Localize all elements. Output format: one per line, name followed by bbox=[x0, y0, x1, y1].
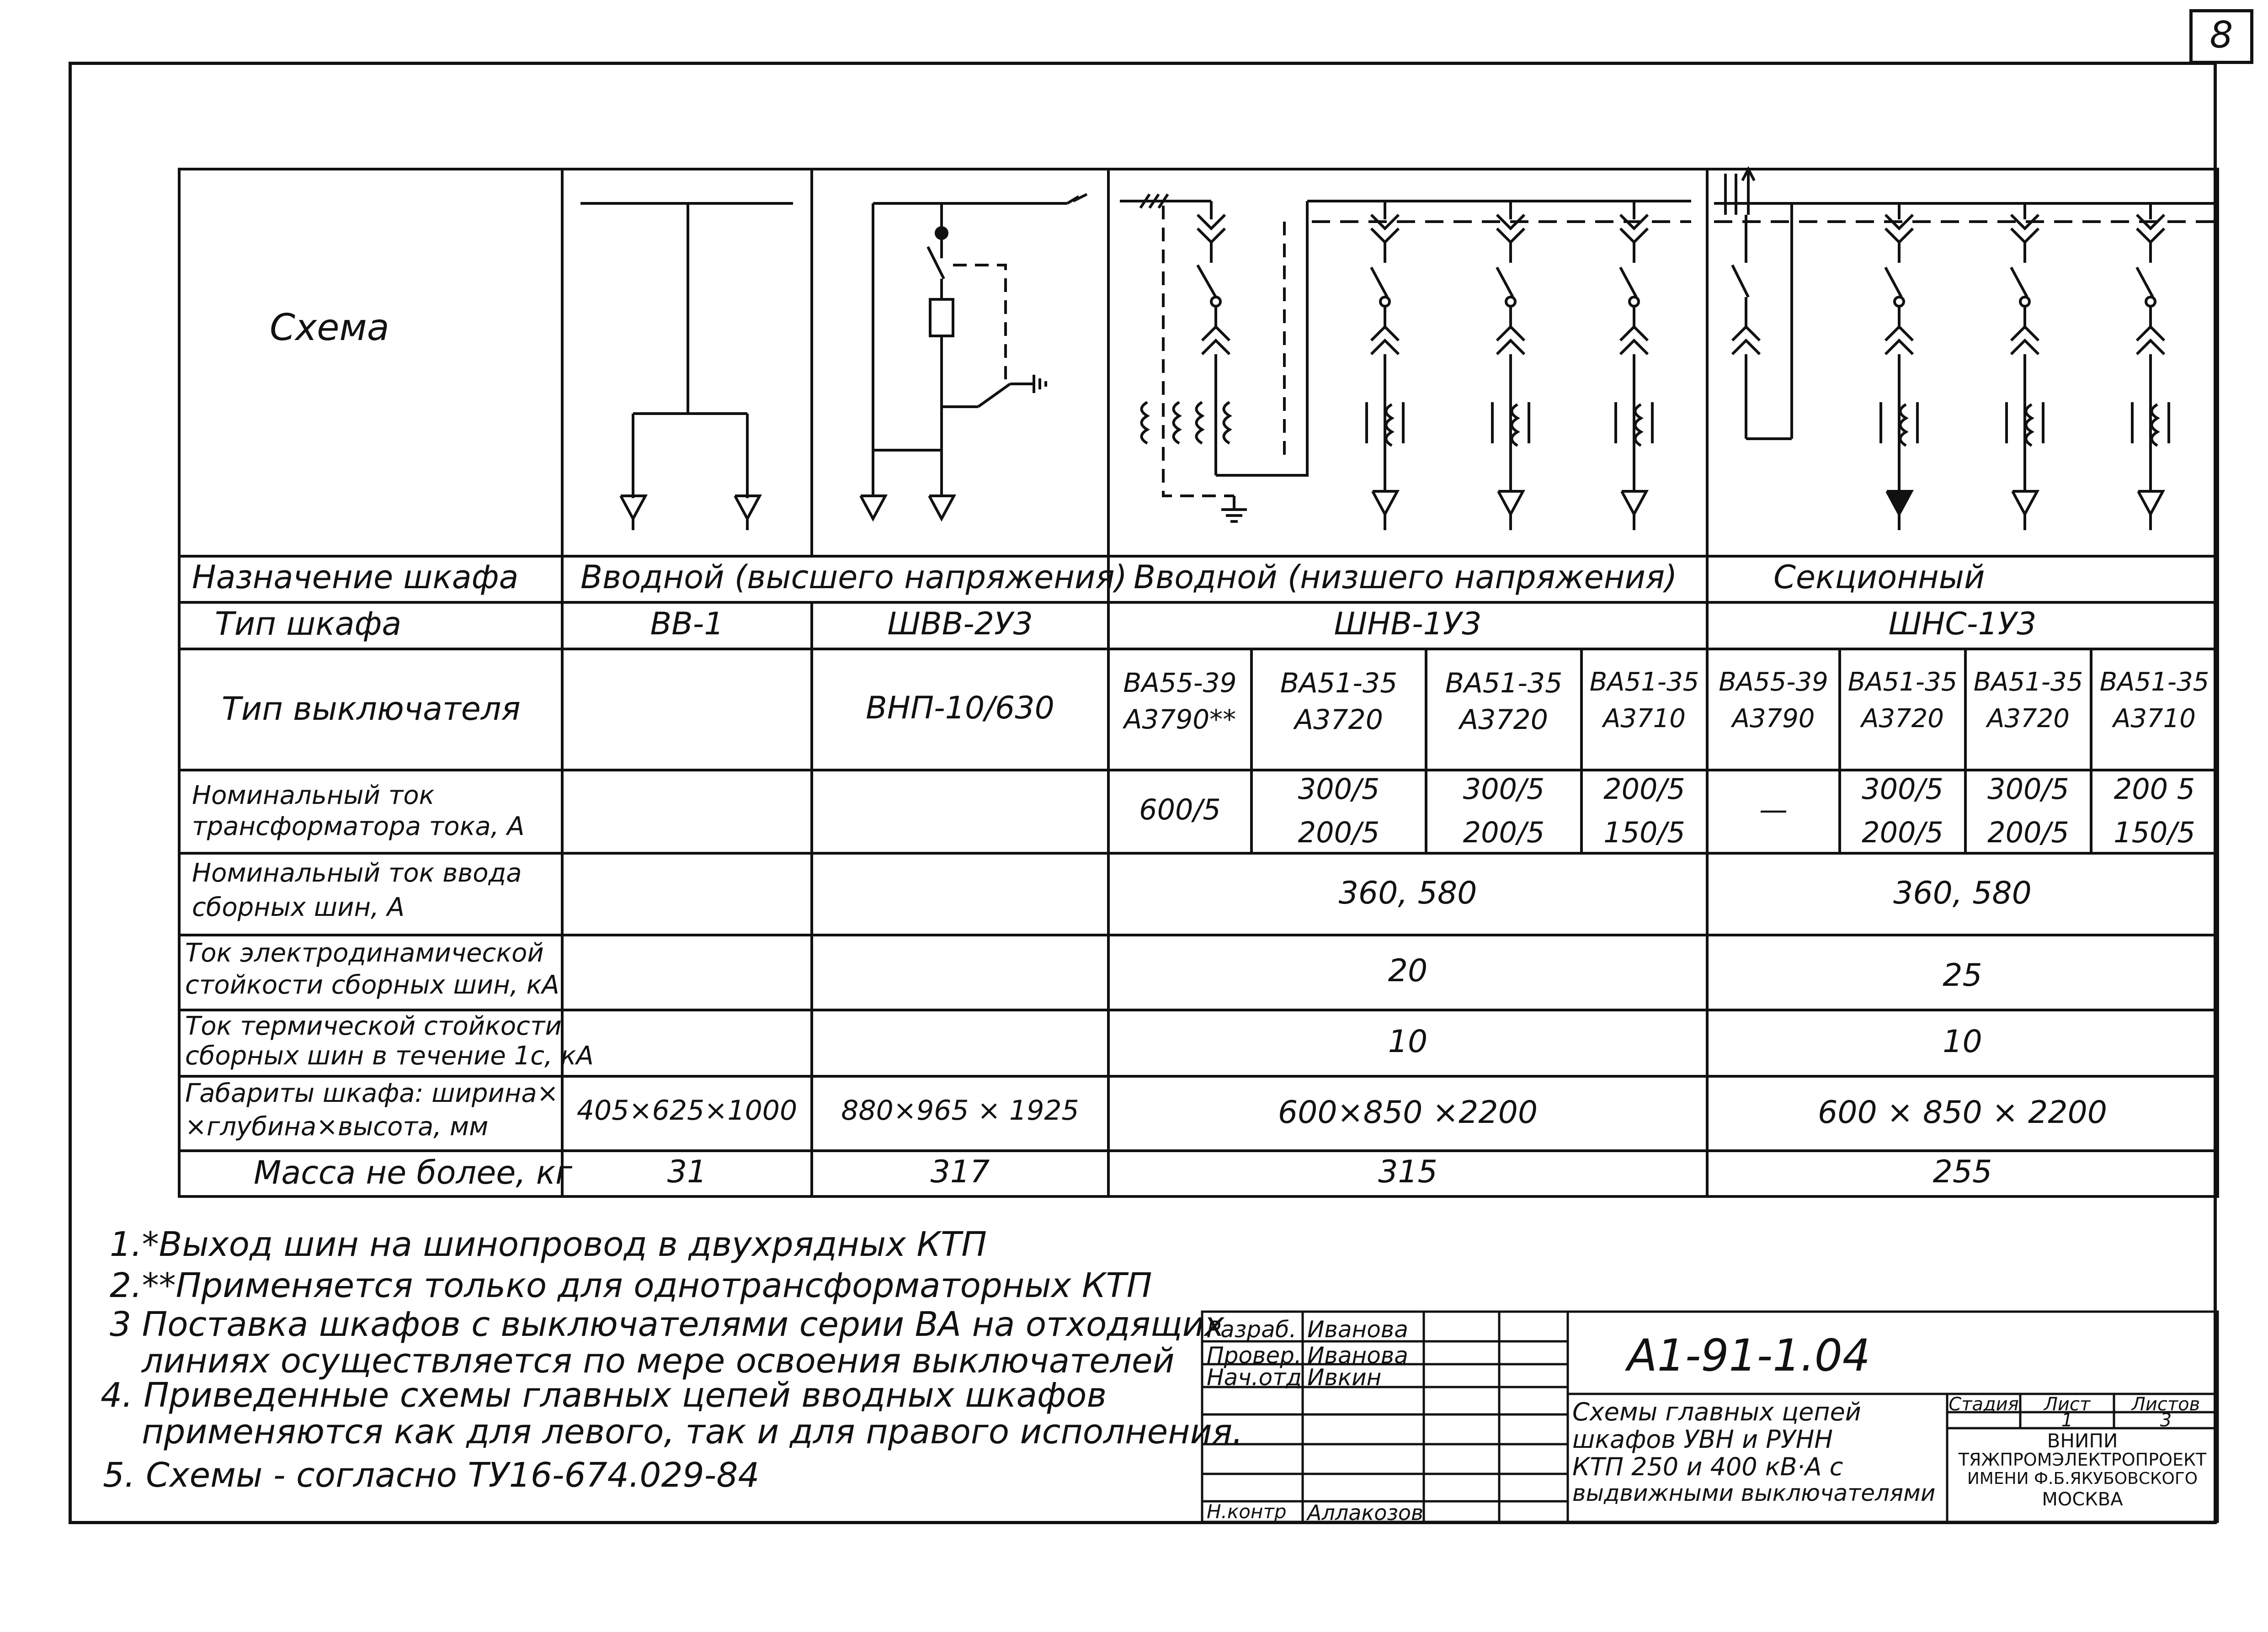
switch-type-shns-2-l1: ВА51-35 bbox=[1847, 667, 1958, 697]
switch-type-shnv-4-l2: А3710 bbox=[1603, 704, 1686, 734]
ct-current-shns-4-l1: 200 5 bbox=[2114, 772, 2195, 806]
note-1: 1.*Выход шин на шинопровод в двухрядных КТП bbox=[110, 1225, 987, 1264]
switch-type-shns-1-l1: ВА55-39 bbox=[1719, 667, 1828, 697]
cabinet-type-vv1: ВВ-1 bbox=[650, 606, 724, 642]
row-label-ct-current-1: Номинальный ток bbox=[192, 781, 435, 810]
note-4: 4. Приведенные схемы главных цепей вводных шкафов bbox=[101, 1376, 1107, 1415]
note-5: 5. Схемы - согласно ТУ16-674.029-84 bbox=[103, 1456, 760, 1495]
stamp-role-7: Н.контр bbox=[1207, 1500, 1287, 1523]
stamp-role-3: Нач.отд bbox=[1207, 1364, 1302, 1391]
stamp-name-2: Иванова bbox=[1307, 1342, 1408, 1369]
stamp-doc-code: А1-91-1.04 bbox=[1627, 1330, 1870, 1381]
ct-current-shns-2-l2: 200/5 bbox=[1862, 816, 1943, 849]
switch-type-shns-4-l2: А3710 bbox=[2113, 704, 2196, 734]
mass-shvv: 317 bbox=[930, 1154, 990, 1190]
stamp-name-3: Ивкин bbox=[1307, 1364, 1382, 1391]
electrodynamic-shnv: 20 bbox=[1388, 953, 1428, 989]
switch-type-shns-4-l1: ВА51-35 bbox=[2099, 667, 2209, 697]
scheme-shns bbox=[1714, 169, 2217, 530]
stamp-title-4: выдвижными выключателями bbox=[1572, 1480, 1936, 1506]
dimensions-shvv: 880×965 × 1925 bbox=[841, 1095, 1079, 1127]
note-3: 3 Поставка шкафов с выключателями серии ВА на отходящих bbox=[110, 1305, 1225, 1344]
thermal-shnv: 10 bbox=[1388, 1024, 1428, 1060]
dimensions-shns: 600 × 850 × 2200 bbox=[1817, 1095, 2108, 1131]
switch-type-shnv-1-l1: ВА55-39 bbox=[1123, 667, 1237, 698]
ct-current-shnv-1: 600/5 bbox=[1139, 793, 1221, 826]
row-label-dimensions-1: Габариты шкафа: ширина× bbox=[185, 1079, 559, 1108]
ct-current-shns-2-l1: 300/5 bbox=[1862, 772, 1943, 806]
stamp-org-4: МОСКВА bbox=[2042, 1489, 2123, 1510]
switch-type-shnv-4-l1: ВА51-35 bbox=[1589, 667, 1699, 697]
row-label-scheme: Схема bbox=[270, 306, 389, 349]
row-label-electrodynamic-1: Ток электродинамической bbox=[185, 938, 544, 968]
busbar-current-shnv: 360, 580 bbox=[1338, 875, 1477, 911]
ct-current-shnv-2-l1: 300/5 bbox=[1298, 772, 1380, 806]
stamp-name-1: Иванова bbox=[1307, 1316, 1408, 1343]
switch-type-shnv-3-l1: ВА51-35 bbox=[1445, 667, 1563, 699]
busbar-current-shns: 360, 580 bbox=[1893, 875, 2032, 911]
switch-type-shns-3-l1: ВА51-35 bbox=[1973, 667, 2083, 697]
row-label-mass: Масса не более, кг bbox=[254, 1154, 572, 1191]
dimensions-shnv: 600×850 ×2200 bbox=[1278, 1095, 1538, 1131]
purpose-lv-input: Вводной (низшего напряжения) bbox=[1134, 558, 1677, 596]
ct-current-shns-3-l1: 300/5 bbox=[1987, 772, 2069, 806]
sheet-number: 8 bbox=[2209, 14, 2233, 56]
stamp-role-2: Провер. bbox=[1207, 1342, 1302, 1369]
stamp-org-1: ВНИПИ bbox=[2047, 1430, 2118, 1452]
dimensions-vv1: 405×625×1000 bbox=[576, 1095, 798, 1127]
mass-shnv: 315 bbox=[1378, 1154, 1437, 1190]
stamp-sheet-label: Лист bbox=[2044, 1394, 2091, 1415]
stamp-stage-label: Стадия bbox=[1949, 1394, 2019, 1415]
stamp-role-1: Разраб. bbox=[1207, 1316, 1297, 1343]
stamp-sheet-value: 1 bbox=[2061, 1410, 2073, 1431]
purpose-sectional: Секционный bbox=[1773, 558, 1985, 596]
switch-type-shnv-2-l1: ВА51-35 bbox=[1280, 667, 1398, 699]
note-2: 2.**Применяется только для однотрансформаторных КТП bbox=[110, 1266, 1152, 1305]
ct-current-shnv-4-l1: 200/5 bbox=[1603, 772, 1685, 806]
ct-current-shnv-4-l2: 150/5 bbox=[1603, 816, 1685, 849]
stamp-org-2: ТЯЖПРОМЭЛЕКТРОПРОЕКТ bbox=[1958, 1450, 2207, 1470]
stamp-sheets-value: 3 bbox=[2160, 1410, 2172, 1431]
row-label-switch-type: Тип выключателя bbox=[222, 690, 521, 728]
row-label-busbar-current-1: Номинальный ток ввода bbox=[192, 858, 522, 888]
row-label-busbar-current-2: сборных шин, А bbox=[192, 893, 405, 922]
ct-current-shnv-3-l1: 300/5 bbox=[1463, 772, 1545, 806]
thermal-shns: 10 bbox=[1943, 1024, 1982, 1060]
switch-type-shns-1-l2: А3790 bbox=[1732, 704, 1815, 734]
scheme-shvv bbox=[861, 194, 1087, 519]
switch-type-shnv-1-l2: А3790** bbox=[1123, 704, 1236, 735]
mass-vv1: 31 bbox=[667, 1154, 707, 1190]
switch-type-shns-2-l2: А3720 bbox=[1861, 704, 1944, 734]
switch-type-shnv-2-l2: А3720 bbox=[1294, 704, 1383, 736]
row-label-electrodynamic-2: стойкости сборных шин, кА bbox=[185, 970, 559, 1000]
stamp-title-3: КТП 250 и 400 кВ·А с bbox=[1572, 1452, 1843, 1481]
cabinet-type-shvv: ШВВ-2У3 bbox=[887, 606, 1033, 642]
stamp-title-1: Схемы главных цепей bbox=[1572, 1398, 1861, 1426]
row-label-ct-current-2: трансформатора тока, А bbox=[192, 812, 525, 841]
row-label-thermal-1: Ток термической стойкости bbox=[185, 1011, 562, 1041]
row-label-thermal-2: сборных шин в течение 1с, кА bbox=[185, 1041, 594, 1071]
stamp-name-7: Аллакозов bbox=[1307, 1500, 1424, 1525]
note-4-cont: применяются как для левого, так и для правого исполнения. bbox=[142, 1412, 1243, 1451]
ct-current-shnv-2-l2: 200/5 bbox=[1298, 816, 1380, 849]
row-label-purpose: Назначение шкафа bbox=[192, 558, 519, 596]
switch-type-shnv-3-l2: А3720 bbox=[1459, 704, 1548, 736]
cabinet-type-shns: ШНС-1У3 bbox=[1888, 606, 2037, 642]
stamp-sheets-label: Листов bbox=[2131, 1394, 2200, 1415]
note-3-cont: линиях осуществляется по мере освоения выключателей bbox=[142, 1341, 1175, 1381]
switch-type-shns-3-l2: А3720 bbox=[1987, 704, 2070, 734]
ct-current-shns-1: — bbox=[1759, 793, 1788, 826]
scheme-vv1 bbox=[580, 203, 793, 530]
purpose-hv-input: Вводной (высшего напряжения) bbox=[580, 558, 1127, 596]
row-label-dimensions-2: ×глубина×высота, мм bbox=[185, 1112, 489, 1142]
mass-shns: 255 bbox=[1933, 1154, 1992, 1190]
ct-current-shnv-3-l2: 200/5 bbox=[1463, 816, 1545, 849]
electrodynamic-shns: 25 bbox=[1943, 957, 1982, 994]
scheme-shnv bbox=[1120, 194, 1691, 530]
row-label-cabinet-type: Тип шкафа bbox=[215, 605, 402, 643]
stamp-org-3: ИМЕНИ Ф.Б.ЯКУБОВСКОГО bbox=[1967, 1469, 2198, 1488]
stamp-title-2: шкафов УВН и РУНН bbox=[1572, 1425, 1833, 1454]
cabinet-type-shnv: ШНВ-1У3 bbox=[1334, 606, 1482, 642]
ct-current-shns-4-l2: 150/5 bbox=[2114, 816, 2195, 849]
ct-current-shns-3-l2: 200/5 bbox=[1987, 816, 2069, 849]
switch-type-shvv: ВНП-10/630 bbox=[866, 690, 1054, 726]
